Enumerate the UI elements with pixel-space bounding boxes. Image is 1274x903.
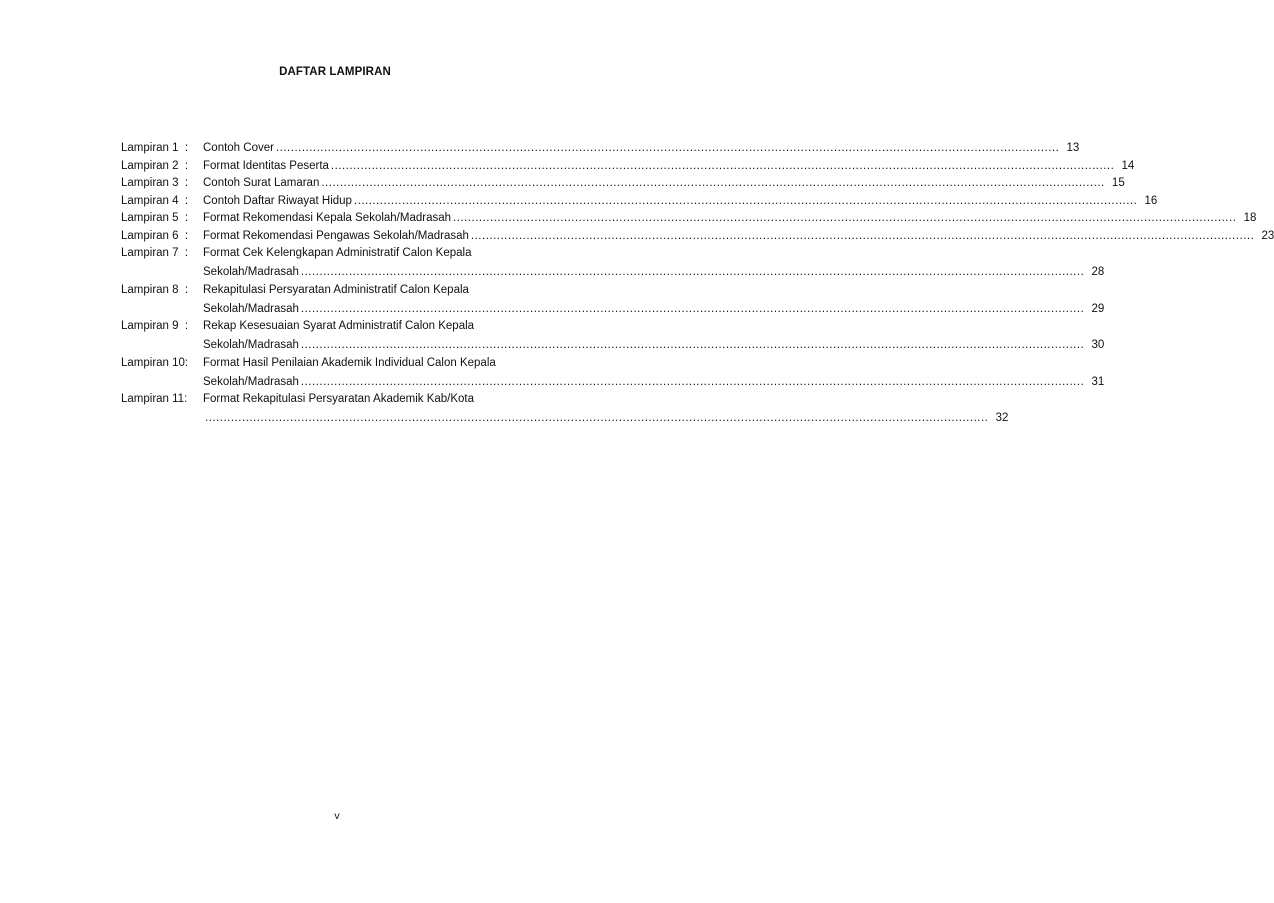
page-ref: 29 xyxy=(1091,302,1105,315)
dot-leader xyxy=(471,229,1254,244)
page-ref: 18 xyxy=(1243,212,1257,224)
appendix-label: Lampiran 5 : xyxy=(121,212,189,224)
page-number: v xyxy=(334,810,340,822)
page-title: DAFTAR LAMPIRAN xyxy=(279,66,391,78)
appendix-label: Lampiran 2 : xyxy=(121,159,189,172)
dot-leader xyxy=(301,302,1084,317)
appendix-list xyxy=(121,141,1274,429)
appendix-label: Lampiran 4 : xyxy=(121,194,189,207)
page-ref: 14 xyxy=(1121,159,1135,172)
appendix-entry xyxy=(121,194,1158,209)
appendix-title-line1: Format Cek Kelengkapan Administratif Calon Kepala xyxy=(203,247,472,259)
appendix-label: Lampiran 1 : xyxy=(121,142,189,154)
appendix-title: Format Rekomendasi Pengawas Sekolah/Madrasah xyxy=(203,229,469,242)
appendix-label: Lampiran 7 : xyxy=(121,247,189,259)
dot-leader xyxy=(354,194,1137,209)
appendix-title-line2: Sekolah/Madrasah xyxy=(203,339,299,351)
page-ref: 16 xyxy=(1144,194,1158,207)
appendix-entry xyxy=(121,283,1105,317)
appendix-label: Lampiran 10: xyxy=(121,356,189,369)
appendix-label: Lampiran 9 : xyxy=(121,320,189,332)
appendix-title: Contoh Surat Lamaran xyxy=(203,177,320,189)
appendix-label: Lampiran 3 : xyxy=(121,177,189,189)
dot-leader xyxy=(276,141,1059,156)
dot-leader xyxy=(205,411,988,426)
appendix-entry xyxy=(121,176,1125,191)
page-ref: 23 xyxy=(1261,229,1274,242)
appendix-title-line2: Sekolah/Madrasah xyxy=(203,302,299,315)
appendix-entry xyxy=(121,141,1080,156)
dot-leader xyxy=(301,265,1084,280)
appendix-entry xyxy=(121,319,1105,353)
dot-leader xyxy=(301,338,1084,353)
dot-leader xyxy=(453,211,1236,226)
page-ref: 31 xyxy=(1091,375,1105,388)
dot-leader xyxy=(321,176,1104,191)
page-ref: 15 xyxy=(1111,177,1125,189)
dot-leader xyxy=(331,159,1114,174)
appendix-title-line1: Format Hasil Penilaian Akademik Individual Calon Kepala xyxy=(203,356,496,369)
appendix-title: Contoh Daftar Riwayat Hidup xyxy=(203,194,352,207)
appendix-title: Format Rekomendasi Kepala Sekolah/Madrasah xyxy=(203,212,452,224)
appendix-entry xyxy=(121,211,1257,226)
page-ref: 30 xyxy=(1091,339,1105,351)
appendix-title-line1: Rekapitulasi Persyaratan Administratif Calon Kepala xyxy=(203,283,469,296)
appendix-label: Lampiran 6 : xyxy=(121,229,189,242)
appendix-title: Contoh Cover xyxy=(203,142,274,154)
appendix-title-line1: Rekap Kesesuaian Syarat Administratif Calon Kepala xyxy=(203,320,475,332)
page-ref: 28 xyxy=(1091,266,1105,278)
appendix-entry xyxy=(121,159,1135,174)
appendix-title-line1: Format Rekapitulasi Persyaratan Akademik Kab/Kota xyxy=(203,393,475,405)
appendix-entry xyxy=(121,392,1009,426)
appendix-entry xyxy=(121,246,1105,280)
appendix-title: Format Identitas Peserta xyxy=(203,159,329,172)
page-ref: 32 xyxy=(995,412,1009,424)
appendix-title-line2: Sekolah/Madrasah xyxy=(203,375,299,388)
appendix-entry xyxy=(121,356,1105,390)
dot-leader xyxy=(301,375,1084,390)
appendix-entry xyxy=(121,229,1274,244)
appendix-title-line2: Sekolah/Madrasah xyxy=(203,266,299,278)
page-ref: 13 xyxy=(1066,142,1080,154)
appendix-label: Lampiran 8 : xyxy=(121,283,189,296)
appendix-label: Lampiran 11: xyxy=(121,393,188,405)
